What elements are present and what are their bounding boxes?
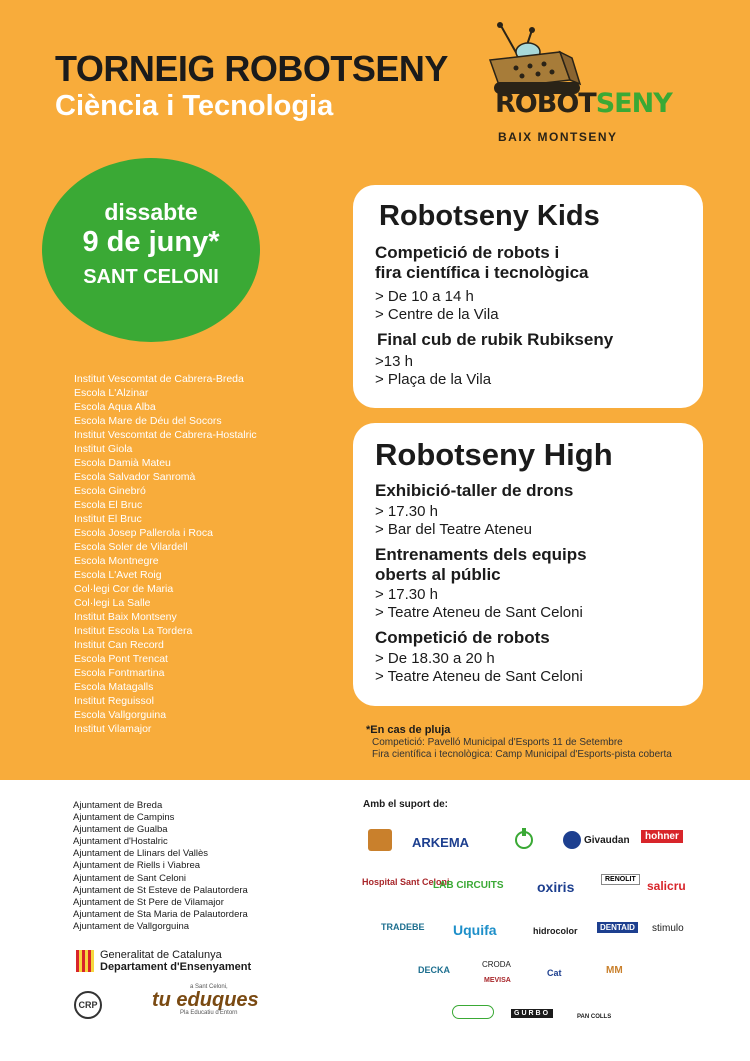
list-item: Institut Vescomtat de Cabrera-Breda <box>74 373 244 385</box>
list-item: Escola Ginebró <box>74 485 146 497</box>
rain-title: *En cas de pluja <box>366 724 451 736</box>
list-item: Escola L'Alzinar <box>74 387 149 399</box>
high-card <box>353 423 703 706</box>
item-heading: Final cub de rubik Rubikseny <box>377 330 614 349</box>
item-line: > De 10 a 14 h <box>375 288 474 305</box>
laboratorio-icon <box>512 826 536 852</box>
high-item <box>375 545 681 622</box>
tueduques-big: tu eduques <box>152 989 259 1011</box>
generalitat-line: Generalitat de Catalunya <box>100 949 222 961</box>
sponsor-oxiris: oxiris <box>537 879 575 895</box>
high-item <box>375 481 681 539</box>
sponsor-arkema: ARKEMA <box>412 835 470 850</box>
senyera-icon <box>76 950 94 972</box>
list-item: Institut Reguissol <box>74 695 154 707</box>
sponsor-hohner: hohner <box>641 830 683 843</box>
sponsor-cat: Cat <box>547 968 562 978</box>
item-heading: Competició de robots <box>375 628 550 647</box>
event-day: dissabte <box>104 199 198 225</box>
sponsor-mm: MM <box>606 965 623 976</box>
sponsor-tradebe: TRADEBE <box>381 922 425 932</box>
list-item: Ajuntament de Llinars del Vallès <box>73 848 209 860</box>
list-item: Ajuntament de Riells i Viabrea <box>73 860 201 872</box>
list-item: Escola Soler de Vilardell <box>74 541 188 553</box>
list-item: Escola Salvador Sanromà <box>74 471 196 483</box>
list-item: Escola Montnegre <box>74 555 159 567</box>
list-item: Col·legi La Salle <box>74 597 151 609</box>
page-subtitle: Ciència i Tecnologia <box>55 90 334 122</box>
schools-list <box>74 372 257 736</box>
item-heading: Competició de robots i fira científica i tecnològica <box>375 243 589 282</box>
sponsor-stimulo: stimulo <box>652 923 684 934</box>
item-heading: Entrenaments dels equips oberts al públic <box>375 545 587 584</box>
list-item: Col·legi Cor de Maria <box>74 583 174 595</box>
generalitat-department: Departament d'Ensenyament <box>100 961 252 973</box>
sponsor-codec-icon <box>452 1005 494 1019</box>
codec-icon <box>452 1005 494 1019</box>
list-item: Institut Giola <box>74 443 133 455</box>
sponsor-croda: CRODA <box>482 960 511 969</box>
councils-list <box>73 800 248 933</box>
high-item <box>375 628 681 686</box>
item-line: > Teatre Ateneu de Sant Celoni <box>375 604 583 621</box>
list-item: Escola Pont Trencat <box>74 653 168 665</box>
list-item: Escola Aqua Alba <box>74 401 156 413</box>
tueduques-small: a Sant Celoni, <box>190 984 228 990</box>
list-item: Institut El Bruc <box>74 513 142 525</box>
sponsor-salicru: salicru <box>647 879 686 893</box>
list-item: Ajuntament de St Pere de Vilamajor <box>73 896 224 908</box>
tueduques-logo <box>152 984 259 1016</box>
rain-line: Fira científica i tecnològica: Camp Municipal d'Esports-pista coberta <box>372 749 672 760</box>
list-item: Escola Vallgorguina <box>74 709 167 721</box>
generalitat-logo <box>76 949 251 973</box>
item-line: > Bar del Teatre Ateneu <box>375 521 532 538</box>
kids-card <box>353 185 703 408</box>
sponsor-uquifa: Uquifa <box>453 922 497 938</box>
list-item: Institut Vilamajor <box>74 723 152 735</box>
list-item: Ajuntament de Breda <box>73 800 163 811</box>
item-line: >13 h <box>375 353 413 370</box>
list-item: Ajuntament de Gualba <box>73 824 168 836</box>
givaudan-icon <box>563 831 581 849</box>
list-item: Ajuntament de Sta Maria de Palautordera <box>73 908 248 920</box>
crp-logo: CRP <box>74 991 102 1019</box>
generalitat-text <box>100 949 251 973</box>
list-item: Escola Josep Pallerola i Roca <box>74 527 213 539</box>
robotseny-logo-text <box>495 88 672 119</box>
sponsor-renolit <box>601 874 640 885</box>
sponsor-givaudan <box>563 831 630 849</box>
sponsor-hidrocolor: hidrocolor <box>533 926 578 936</box>
sponsor-a-icon <box>368 829 392 851</box>
sponsor-gurbo: GURBO <box>511 1009 553 1018</box>
sponsor-decka: DECKA <box>418 965 451 975</box>
list-item: Ajuntament de Sant Celoni <box>73 872 187 884</box>
rain-line: Competició: Pavelló Municipal d'Esports 11 de Setembre <box>372 737 623 748</box>
list-item: Ajuntament de Vallgorguina <box>73 920 190 932</box>
list-item: Escola Mare de Déu del Socors <box>74 415 222 427</box>
logo-subtitle: BAIX MONTSENY <box>498 130 618 144</box>
list-item: Institut Vescomtat de Cabrera-Hostalric <box>74 429 257 441</box>
sponsor-lab-circuits: LAB CIRCUITS <box>433 880 504 891</box>
kids-title: Robotseny Kids <box>379 200 600 232</box>
list-item: Institut Baix Montseny <box>74 611 177 623</box>
list-item: Institut Can Record <box>74 639 164 651</box>
sponsor-mevisa: MEVISA <box>484 977 511 984</box>
item-line: > Centre de la Vila <box>375 306 499 323</box>
item-line: > De 18.30 a 20 h <box>375 650 495 667</box>
list-item: Escola L'Avet Roig <box>74 569 162 581</box>
kids-item <box>375 243 681 324</box>
page-title: TORNEIG ROBOTSENY <box>55 48 448 89</box>
item-line: > 17.30 h <box>375 503 438 520</box>
list-item: Ajuntament d'Hostalric <box>73 836 168 848</box>
renolit-label: RENOLIT <box>601 874 640 885</box>
sponsor-logo-a <box>368 829 392 851</box>
sponsor-laboratorio-icon <box>512 826 536 852</box>
item-line: > Plaça de la Vila <box>375 371 492 388</box>
list-item: Escola Fontmartina <box>74 667 165 679</box>
logo-seny: SENY <box>595 88 672 119</box>
sponsor-dentaid: DENTAID <box>597 922 638 933</box>
event-place: SANT CELONI <box>83 266 219 288</box>
tueduques-tag: Pla Educatiu d'Entorn <box>180 1010 238 1016</box>
list-item: Institut Escola La Tordera <box>74 625 193 637</box>
list-item: Ajuntament de St Esteve de Palautordera <box>73 884 248 896</box>
list-item: Escola Matagalls <box>74 681 154 693</box>
rain-note <box>366 723 672 761</box>
support-label: Amb el suport de: <box>363 799 449 810</box>
sponsor-hospital: Hospital Sant Celoni <box>362 877 450 887</box>
high-title: Robotseny High <box>375 437 613 472</box>
item-line: > 17.30 h <box>375 586 438 603</box>
logo-robot: ROBOT <box>495 88 596 119</box>
list-item: Escola El Bruc <box>74 499 143 511</box>
sponsor-pan-colls: PAN COLLS <box>577 1014 612 1020</box>
givaudan-label: Givaudan <box>584 834 630 846</box>
list-item: Ajuntament de Campins <box>73 812 175 824</box>
item-heading: Exhibició-taller de drons <box>375 481 574 500</box>
event-date: 9 de juny* <box>82 226 220 258</box>
list-item: Escola Damià Mateu <box>74 457 171 469</box>
kids-item <box>375 330 681 389</box>
item-line: > Teatre Ateneu de Sant Celoni <box>375 668 583 685</box>
